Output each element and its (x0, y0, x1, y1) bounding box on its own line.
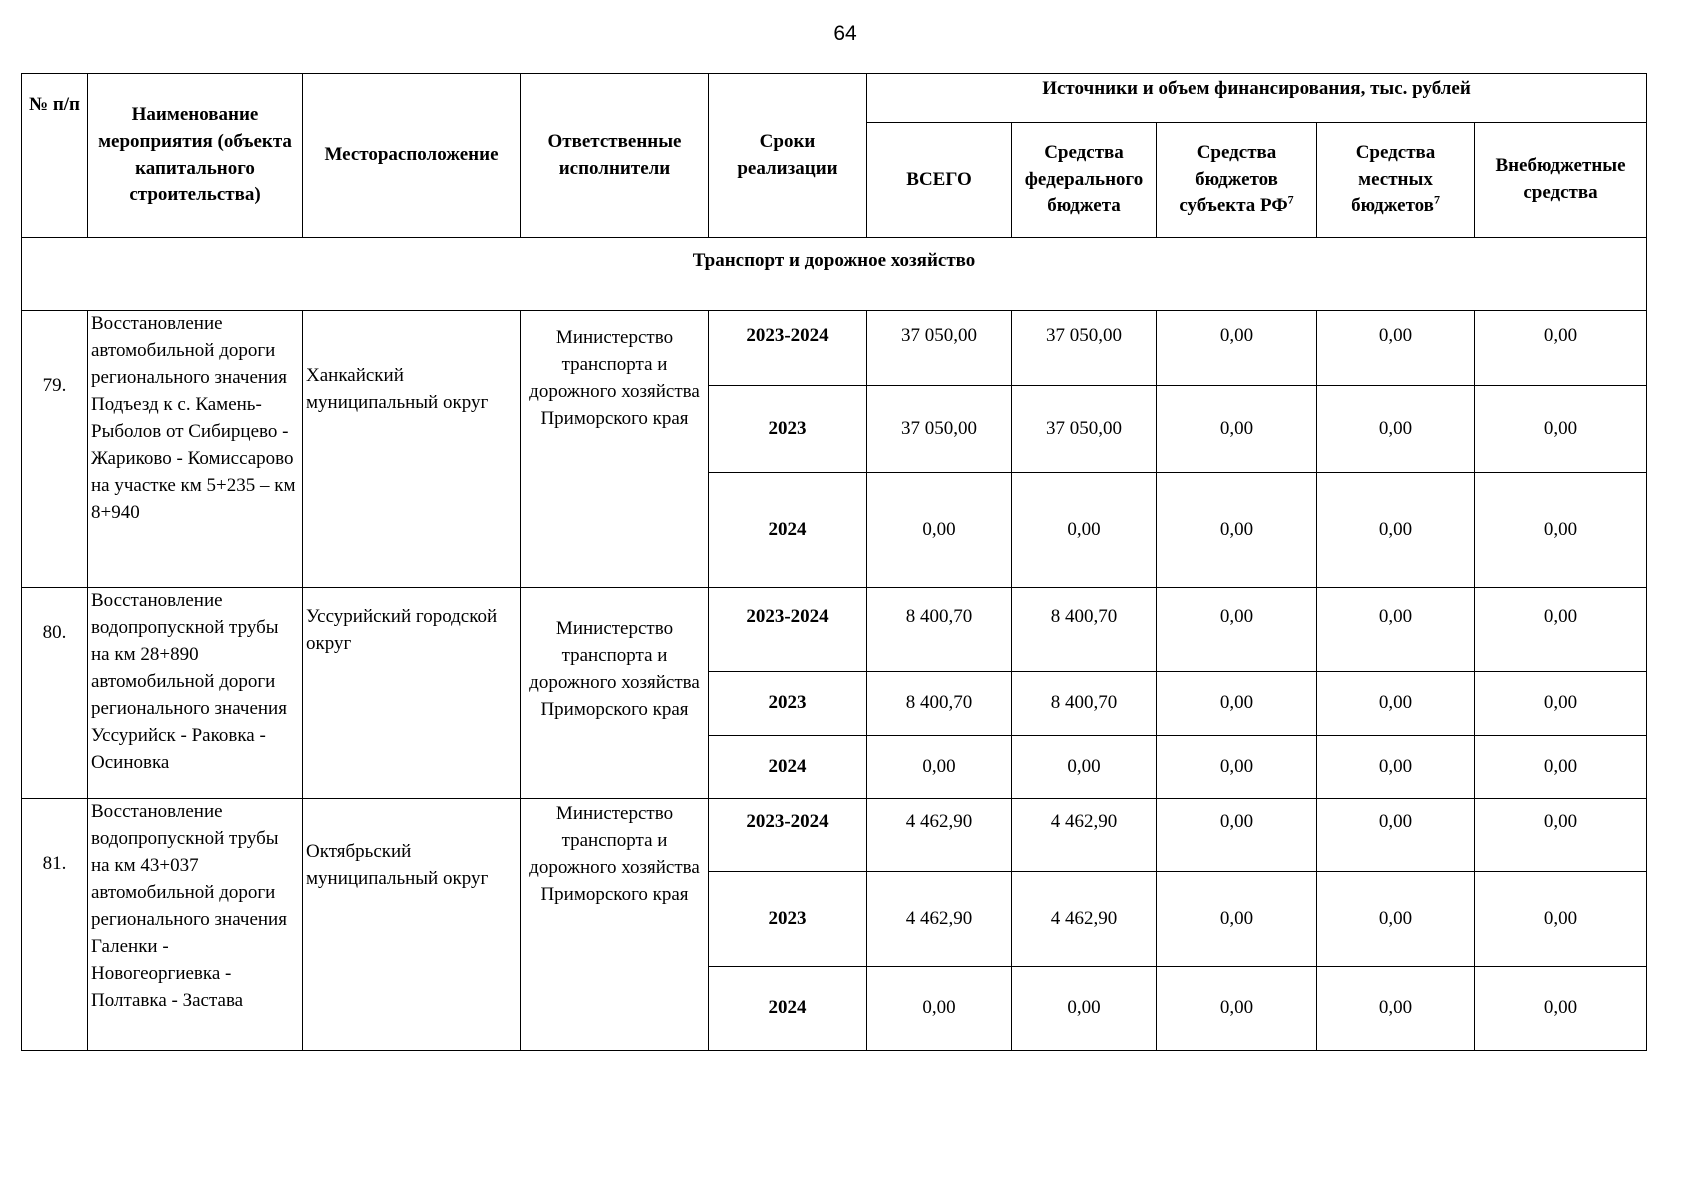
extra-cell: 0,00 (1475, 473, 1647, 588)
federal-cell: 0,00 (1012, 473, 1157, 588)
local-cell: 0,00 (1317, 473, 1475, 588)
federal-cell: 4 462,90 (1012, 872, 1157, 967)
total-cell: 4 462,90 (867, 799, 1012, 872)
total-cell: 0,00 (867, 736, 1012, 799)
item-name: Восстановление автомобильной дороги регионального значения Подъезд к с. Камень-Рыболов от Сибирцево - Жариково - Комиссарово на участке км 5+235 – км 8+940 (88, 311, 303, 588)
local-cell: 0,00 (1317, 386, 1475, 473)
item-responsible: Министерство транспорта и дорожного хозяйства Приморского края (521, 588, 709, 799)
federal-cell: 0,00 (1012, 736, 1157, 799)
period-cell: 2024 (709, 736, 867, 799)
header-regional-label: Средства бюджетов субъекта РФ (1179, 141, 1288, 217)
local-cell: 0,00 (1317, 672, 1475, 736)
regional-cell: 0,00 (1157, 588, 1317, 672)
item-responsible: Министерство транспорта и дорожного хозяйства Приморского края (521, 799, 709, 1051)
total-cell: 8 400,70 (867, 588, 1012, 672)
regional-cell: 0,00 (1157, 473, 1317, 588)
extra-cell: 0,00 (1475, 386, 1647, 473)
header-extrabudget: Внебюджетные средства (1475, 123, 1647, 238)
regional-cell: 0,00 (1157, 872, 1317, 967)
total-cell: 0,00 (867, 967, 1012, 1051)
period-cell: 2023-2024 (709, 311, 867, 386)
header-local (1317, 123, 1475, 238)
extra-cell: 0,00 (1475, 799, 1647, 872)
period-cell: 2023 (709, 386, 867, 473)
regional-cell: 0,00 (1157, 967, 1317, 1051)
header-num: № п/п (22, 74, 88, 238)
header-total: ВСЕГО (867, 123, 1012, 238)
federal-cell: 0,00 (1012, 967, 1157, 1051)
header-federal: Средства федерального бюджета (1012, 123, 1157, 238)
item-location: Уссурийский городской округ (303, 588, 521, 799)
period-cell: 2023 (709, 872, 867, 967)
period-cell: 2023-2024 (709, 588, 867, 672)
header-name: Наименование мероприятия (объекта капитального строительства) (88, 74, 303, 238)
period-cell: 2024 (709, 473, 867, 588)
extra-cell: 0,00 (1475, 311, 1647, 386)
federal-cell: 37 050,00 (1012, 311, 1157, 386)
local-cell: 0,00 (1317, 736, 1475, 799)
total-cell: 4 462,90 (867, 872, 1012, 967)
regional-cell: 0,00 (1157, 386, 1317, 473)
header-regional-footnote: 7 (1287, 193, 1294, 208)
local-cell: 0,00 (1317, 799, 1475, 872)
header-regional (1157, 123, 1317, 238)
page-number: 64 (833, 22, 857, 45)
federal-cell: 4 462,90 (1012, 799, 1157, 872)
table-row (22, 311, 1647, 386)
header-local-footnote: 7 (1433, 193, 1440, 208)
regional-cell: 0,00 (1157, 799, 1317, 872)
period-cell: 2024 (709, 967, 867, 1051)
extra-cell: 0,00 (1475, 672, 1647, 736)
item-name: Восстановление водопропускной трубы на км 28+890 автомобильной дороги регионального значения Уссурийск - Раковка - Осиновка (88, 588, 303, 799)
item-number: 80. (22, 588, 88, 799)
item-number: 81. (22, 799, 88, 1051)
extra-cell: 0,00 (1475, 872, 1647, 967)
extra-cell: 0,00 (1475, 967, 1647, 1051)
period-cell: 2023 (709, 672, 867, 736)
item-location: Ханкайский муниципальный округ (303, 311, 521, 588)
item-name: Восстановление водопропускной трубы на км 43+037 автомобильной дороги регионального значения Галенки - Новогеоргиевка - Полтавка - Застава (88, 799, 303, 1051)
extra-cell: 0,00 (1475, 588, 1647, 672)
federal-cell: 8 400,70 (1012, 672, 1157, 736)
header-responsible: Ответственные исполнители (521, 74, 709, 238)
total-cell: 37 050,00 (867, 386, 1012, 473)
local-cell: 0,00 (1317, 588, 1475, 672)
header-local-label: Средства местных бюджетов (1351, 141, 1436, 217)
total-cell: 37 050,00 (867, 311, 1012, 386)
regional-cell: 0,00 (1157, 736, 1317, 799)
local-cell: 0,00 (1317, 311, 1475, 386)
table-row (22, 799, 1647, 872)
section-title: Транспорт и дорожное хозяйство (22, 238, 1647, 311)
regional-cell: 0,00 (1157, 672, 1317, 736)
item-number: 79. (22, 311, 88, 588)
total-cell: 8 400,70 (867, 672, 1012, 736)
federal-cell: 37 050,00 (1012, 386, 1157, 473)
total-cell: 0,00 (867, 473, 1012, 588)
item-location: Октябрьский муниципальный округ (303, 799, 521, 1051)
header-period: Сроки реализации (709, 74, 867, 238)
table-row (22, 588, 1647, 672)
header-financing: Источники и объем финансирования, тыс. рублей (867, 74, 1647, 123)
local-cell: 0,00 (1317, 967, 1475, 1051)
federal-cell: 8 400,70 (1012, 588, 1157, 672)
header-location: Месторасположение (303, 74, 521, 238)
extra-cell: 0,00 (1475, 736, 1647, 799)
local-cell: 0,00 (1317, 872, 1475, 967)
item-responsible: Министерство транспорта и дорожного хозяйства Приморского края (521, 311, 709, 588)
financing-table (21, 73, 1647, 1051)
period-cell: 2023-2024 (709, 799, 867, 872)
regional-cell: 0,00 (1157, 311, 1317, 386)
section-row (22, 238, 1647, 311)
